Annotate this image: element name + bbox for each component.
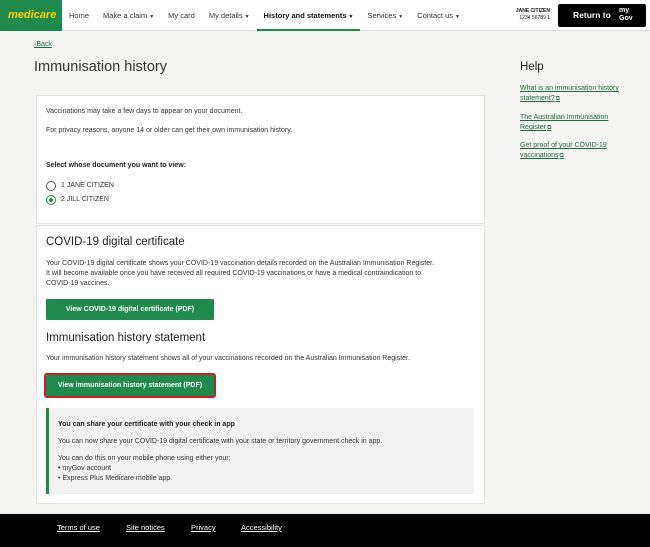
nav-services[interactable]: Services ▼ <box>367 11 404 20</box>
nav-my-details[interactable]: My details ▼ <box>208 11 250 20</box>
user-name: JANE CITIZEN <box>515 8 550 14</box>
nav-home[interactable]: Home <box>69 11 90 20</box>
main-nav <box>62 0 467 31</box>
footer <box>0 514 650 547</box>
intro-line-2: For privacy reasons, anyone 14 or older can get their own immunisation history. <box>46 127 293 134</box>
nav-contact-us[interactable]: Contact us ▼ <box>417 11 460 20</box>
covid-text-1: Your COVID-19 digital certificate shows your COVID-19 vaccination details recorded on the Australian Immunisation Register. <box>46 260 435 267</box>
caret-down-icon: ▼ <box>398 14 404 20</box>
footer-terms-of-use[interactable]: Terms of use <box>57 523 100 532</box>
top-header <box>0 0 650 31</box>
user-number: 1234 56789 1 <box>519 15 550 21</box>
external-link-icon: ⧉ <box>547 125 552 131</box>
covid-text-2: It will become available once you have received all required COVID-19 vaccinations or have a medical contraindication to <box>46 270 422 277</box>
footer-privacy[interactable]: Privacy <box>191 523 216 532</box>
covid-title: COVID-19 digital certificate <box>46 236 185 248</box>
help-title: Help <box>520 61 544 73</box>
page-title: Immunisation history <box>34 59 167 75</box>
caret-down-icon: ▼ <box>149 14 155 20</box>
nav-my-card[interactable]: My card <box>168 11 195 20</box>
statement-title: Immunisation history statement <box>46 332 206 344</box>
external-link-icon: ⧉ <box>555 96 560 102</box>
help-link-covid-proof[interactable]: Get proof of your COVID-19 vaccinations⧉ <box>520 142 607 159</box>
medicare-logo[interactable]: medicare <box>0 0 62 31</box>
caret-down-icon: ▼ <box>348 14 354 20</box>
select-label: Select whose document you want to view: <box>46 162 187 169</box>
view-immunisation-statement-button[interactable]: View immunisation history statement (PDF) <box>46 375 214 396</box>
footer-site-notices[interactable]: Site notices <box>126 523 165 532</box>
caret-down-icon: ▼ <box>455 14 460 20</box>
user-info <box>510 8 550 22</box>
notice-bullet-1: • myGov account <box>58 465 112 472</box>
return-label: Return to <box>573 10 611 20</box>
intro-line-1: Vaccinations may take a few days to appear on your document. <box>46 108 243 115</box>
caret-down-icon: ▼ <box>244 14 250 20</box>
notice-title: You can share your certificate with your check in app <box>58 421 235 428</box>
view-covid-certificate-button[interactable]: View COVID-19 digital certificate (PDF) <box>46 299 214 320</box>
external-link-icon: ⧉ <box>559 153 564 159</box>
nav-history-and-statements[interactable]: History and statements ▼ <box>257 0 361 31</box>
nav-make-a-claim[interactable]: Make a claim ▼ <box>103 11 155 20</box>
chevron-left-icon: ‹ <box>34 41 37 48</box>
radio-label-jane[interactable]: 1 JANE CITIZEN <box>61 182 114 189</box>
notice-bullet-2: • Express Plus Medicare mobile app. <box>58 475 173 482</box>
help-link-air[interactable]: The Australian Immunisation Register⧉ <box>520 114 609 131</box>
mygov-logo: my Gov <box>619 7 633 22</box>
back-link[interactable]: ‹Back <box>34 41 52 48</box>
help-link-what-is-statement[interactable]: What is an immunisation history statement?⧉ <box>520 85 619 102</box>
radio-jill-citizen[interactable] <box>46 195 56 205</box>
statement-text: Your immunisation history statement shows all of your vaccinations recorded on the Australian Immunisation Register. <box>46 355 410 362</box>
radio-label-jill[interactable]: 2 JILL CITIZEN <box>61 196 109 203</box>
covid-text-3: COVID-19 vaccines. <box>46 280 110 287</box>
radio-jane-citizen[interactable] <box>46 181 56 191</box>
return-to-mygov-button[interactable] <box>558 4 646 27</box>
notice-text-2: You can do this on your mobile phone using either your: <box>58 455 231 462</box>
footer-accessibility[interactable]: Accessibility <box>241 523 282 532</box>
notice-text-1: You can now share your COVID-19 digital certificate with your state or territory government check in app. <box>58 438 383 445</box>
